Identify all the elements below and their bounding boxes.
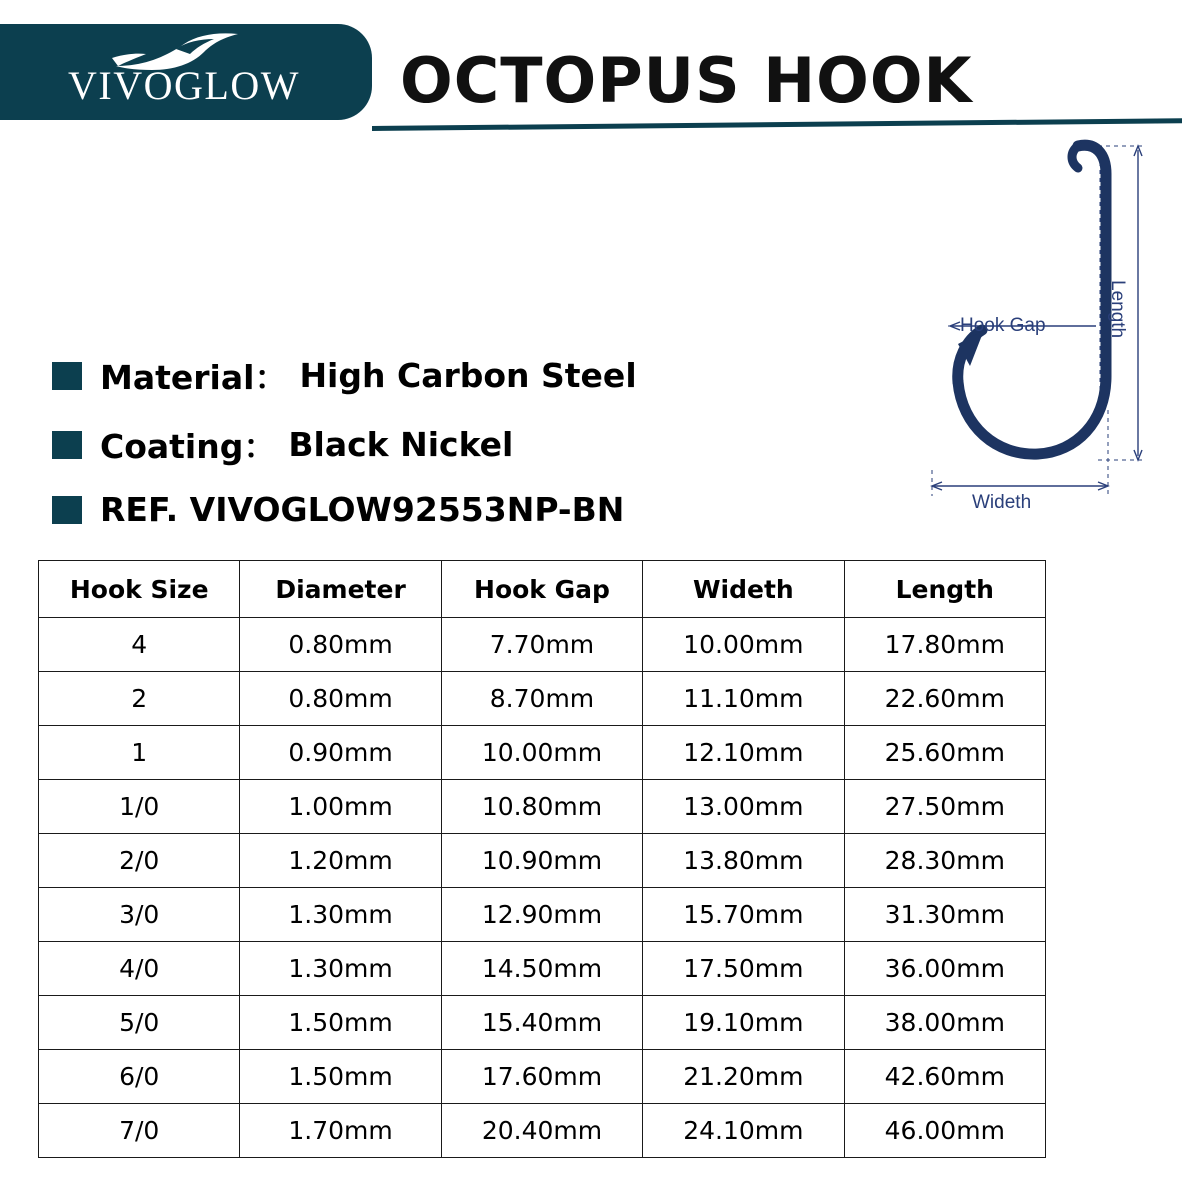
cell-hook-size: 2/0: [39, 834, 240, 888]
column-header-hook-gap: Hook Gap: [441, 561, 642, 618]
cell-hook-size: 3/0: [39, 888, 240, 942]
page-title: OCTOPUS HOOK: [400, 44, 973, 117]
cell-diameter: 1.30mm: [240, 888, 441, 942]
cell-hook-gap: 7.70mm: [441, 618, 642, 672]
cell-hook-gap: 14.50mm: [441, 942, 642, 996]
cell-hook-gap: 20.40mm: [441, 1104, 642, 1158]
cell-wideth: 13.00mm: [643, 780, 844, 834]
cell-diameter: 0.80mm: [240, 618, 441, 672]
table-row: [39, 672, 1046, 726]
product-specs: [52, 352, 772, 551]
cell-wideth: 15.70mm: [643, 888, 844, 942]
table-row: [39, 726, 1046, 780]
table-row: [39, 942, 1046, 996]
cell-hook-gap: 15.40mm: [441, 996, 642, 1050]
table-row: [39, 1104, 1046, 1158]
spec-value: Black Nickel: [288, 425, 514, 464]
cell-length: 31.30mm: [844, 888, 1045, 942]
page-header: [0, 0, 1200, 140]
cell-wideth: 21.20mm: [643, 1050, 844, 1104]
cell-hook-gap: 17.60mm: [441, 1050, 642, 1104]
cell-hook-size: 7/0: [39, 1104, 240, 1158]
cell-hook-size: 6/0: [39, 1050, 240, 1104]
cell-length: 25.60mm: [844, 726, 1045, 780]
cell-hook-size: 4/0: [39, 942, 240, 996]
label-hook-gap: Hook Gap: [960, 315, 1046, 336]
cell-diameter: 1.50mm: [240, 996, 441, 1050]
cell-wideth: 24.10mm: [643, 1104, 844, 1158]
cell-hook-gap: 10.80mm: [441, 780, 642, 834]
cell-length: 28.30mm: [844, 834, 1045, 888]
size-table-container: [38, 560, 1046, 1158]
table-row: [39, 780, 1046, 834]
cell-wideth: 19.10mm: [643, 996, 844, 1050]
cell-length: 17.80mm: [844, 618, 1045, 672]
cell-diameter: 0.90mm: [240, 726, 441, 780]
table-row: [39, 618, 1046, 672]
table-row: [39, 888, 1046, 942]
cell-wideth: 12.10mm: [643, 726, 844, 780]
cell-wideth: 11.10mm: [643, 672, 844, 726]
cell-hook-size: 2: [39, 672, 240, 726]
cell-hook-size: 4: [39, 618, 240, 672]
spec-item-coating: [52, 421, 772, 468]
cell-hook-size: 1: [39, 726, 240, 780]
cell-diameter: 1.00mm: [240, 780, 441, 834]
table-header-row: [39, 561, 1046, 618]
cell-hook-size: 1/0: [39, 780, 240, 834]
brand-logo: [34, 38, 334, 110]
cell-wideth: 17.50mm: [643, 942, 844, 996]
spec-item-reference: [52, 490, 772, 529]
square-bullet-icon: [52, 431, 82, 459]
spec-value: High Carbon Steel: [299, 356, 637, 395]
cell-diameter: 1.20mm: [240, 834, 441, 888]
cell-length: 38.00mm: [844, 996, 1045, 1050]
cell-length: 22.60mm: [844, 672, 1045, 726]
spec-label: [100, 421, 276, 468]
cell-length: 46.00mm: [844, 1104, 1045, 1158]
spec-label-text: Coating: [100, 427, 244, 466]
square-bullet-icon: [52, 362, 82, 390]
cell-hook-size: 5/0: [39, 996, 240, 1050]
table-row: [39, 1050, 1046, 1104]
cell-length: 36.00mm: [844, 942, 1045, 996]
hook-dimension-diagram: [900, 130, 1180, 530]
hook-size-table: [38, 560, 1046, 1158]
cell-diameter: 1.30mm: [240, 942, 441, 996]
brand-name: VIVOGLOW: [68, 63, 300, 108]
spec-separator: ：: [243, 427, 277, 466]
cell-hook-gap: 10.90mm: [441, 834, 642, 888]
column-header-hook-size: Hook Size: [39, 561, 240, 618]
cell-diameter: 1.50mm: [240, 1050, 441, 1104]
spec-label-text: Material: [100, 358, 255, 397]
cell-length: 42.60mm: [844, 1050, 1045, 1104]
column-header-wideth: Wideth: [643, 561, 844, 618]
square-bullet-icon: [52, 496, 82, 524]
label-wideth: Wideth: [972, 492, 1032, 513]
cell-diameter: 1.70mm: [240, 1104, 441, 1158]
cell-wideth: 10.00mm: [643, 618, 844, 672]
spec-item-material: [52, 352, 772, 399]
spec-separator: ：: [254, 358, 288, 397]
cell-length: 27.50mm: [844, 780, 1045, 834]
column-header-diameter: Diameter: [240, 561, 441, 618]
cell-hook-gap: 10.00mm: [441, 726, 642, 780]
spec-label: [100, 352, 287, 399]
label-length: Length: [1107, 280, 1128, 339]
table-row: [39, 834, 1046, 888]
spec-reference-text: REF. VIVOGLOW92553NP-BN: [100, 490, 625, 529]
cell-wideth: 13.80mm: [643, 834, 844, 888]
cell-diameter: 0.80mm: [240, 672, 441, 726]
table-row: [39, 996, 1046, 1050]
cell-hook-gap: 12.90mm: [441, 888, 642, 942]
column-header-length: Length: [844, 561, 1045, 618]
cell-hook-gap: 8.70mm: [441, 672, 642, 726]
